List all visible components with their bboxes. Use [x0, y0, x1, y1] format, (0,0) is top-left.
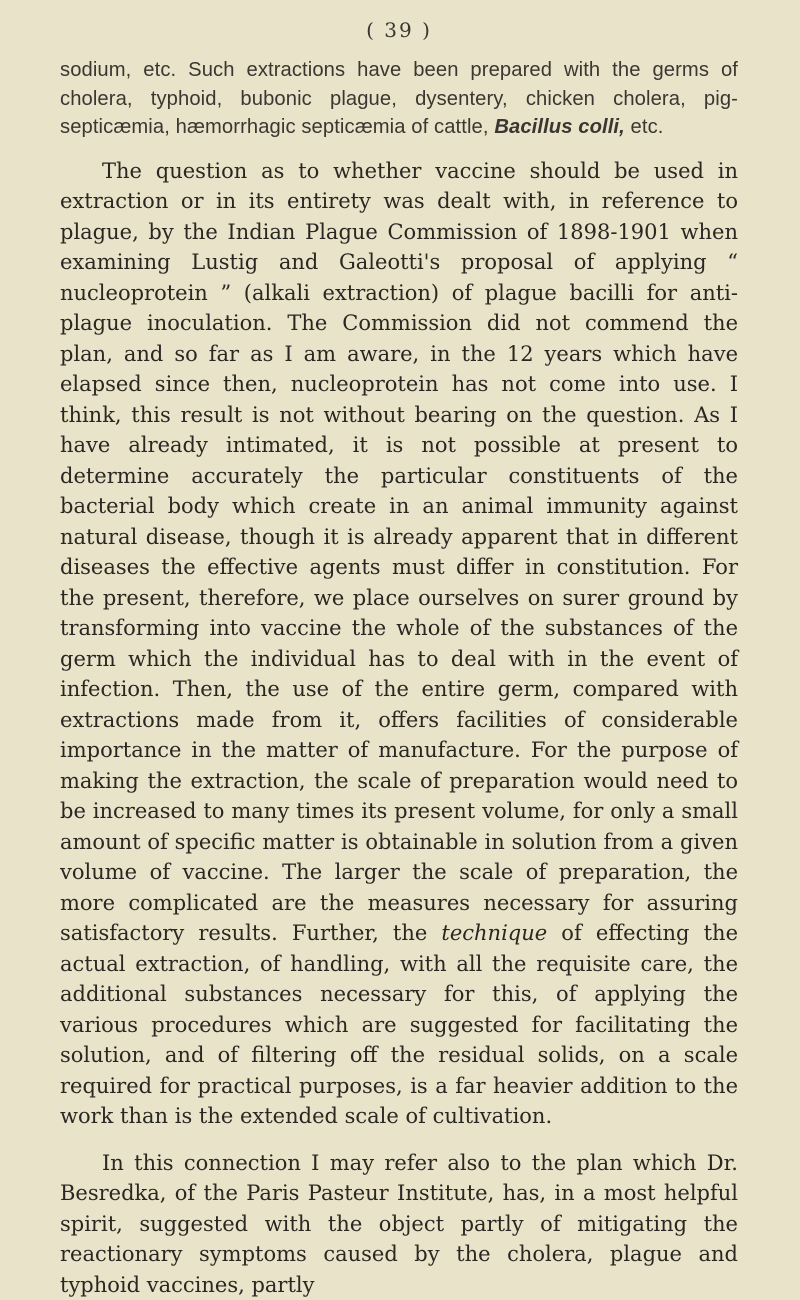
page-number: ( 39 ) — [60, 18, 738, 42]
paragraph-2-text: The question as to whether vaccine should be used in extraction or in its entirety was dealt with, in reference to plague, by the Indian Plague Commission of 1898-1901 when examining Lustig and Galeotti's proposal of applying “ nucleoprotein ” (alkali extraction) of plague bacilli for anti-plague inoculation. The Commission did not commend the plan, and so far as I am aware, in the 12 years which have elapsed since then, nucleoprotein has not come into use. I think, this result is not without bearing on the question. As I have already intimated, it is not possible at present to determine accurately the particular constituents of the bacterial body which create in an animal immunity against natural disease, though it is already apparent that in different diseases the effective agents must differ in constitution. For the present, therefore, we place ourselves on surer ground by transforming into vaccine the whole of the substances of the germ which the individual has to deal with in the event of infection. Then, the use of the entire germ, compared with extractions made from it, offers facilities of considerable importance in the matter of manufacture. For the purpose of making the extraction, the scale of preparation would need to be increased to many times its present volume, for only a small amount of specific matter is obtainable in solution from a given volume of vaccine. The larger the scale of preparation, the more complicated are the measures necessary for assuring satisfactory results. Further, the — [60, 159, 738, 946]
paragraph-2 — [60, 156, 738, 1132]
paragraph-1-text: sodium, etc. Such extractions have been prepared with the germs of cholera, typhoid, bubonic plague, dysentery, chicken cholera, pig-septicæmia, hæmorrhagic septicæmia of cattle, — [60, 59, 738, 138]
paragraph-1-tail: etc. — [625, 116, 664, 138]
technique-term: technique — [441, 921, 547, 945]
paragraph-1 — [60, 56, 738, 142]
bacillus-colli-term: Bacillus colli, — [494, 116, 625, 138]
paragraph-3 — [60, 1148, 738, 1300]
paragraph-2-tail: of effecting the actual extraction, of handling, with all the requisite care, the additional substances necessary for this, of applying the various procedures which are suggested for facilitating the solution, and of filtering off the residual solids, on a scale required for practical purposes, is a far heavier addition to the work than is the extended scale of cultivation. — [60, 921, 738, 1128]
paragraph-3-text: In this connection I may refer also to the plan which Dr. Besredka, of the Paris Pasteur Institute, has, in a most helpful spirit, suggested with the object partly of mitigating the reactionary symptoms caused by the cholera, plague and typhoid vaccines, partly — [60, 1151, 738, 1297]
